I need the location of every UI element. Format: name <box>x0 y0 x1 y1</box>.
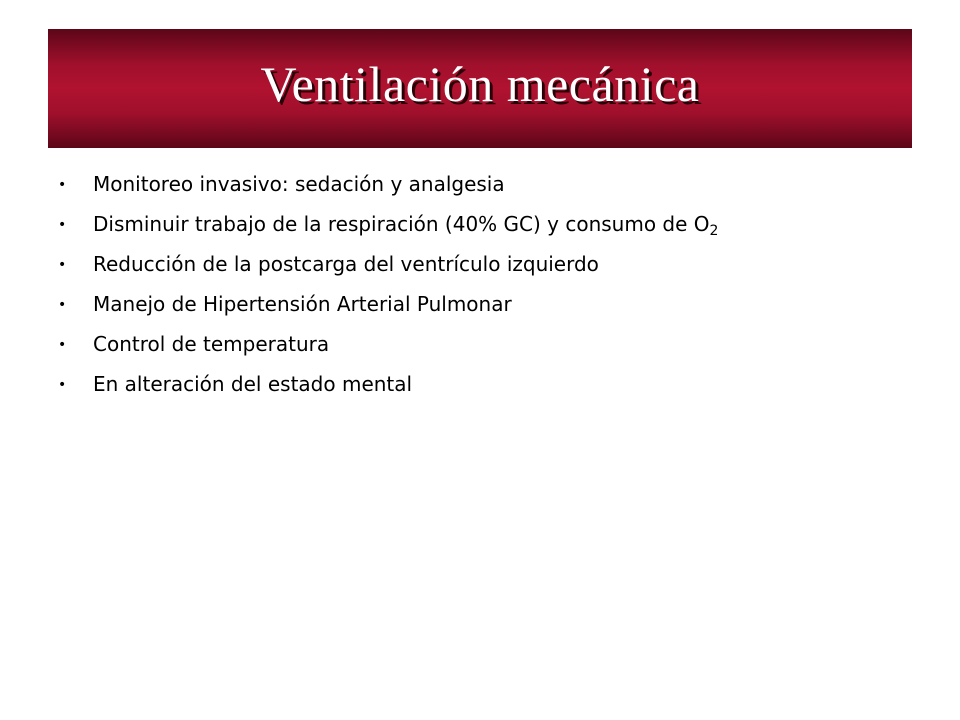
bullet-item <box>58 372 718 412</box>
subscript: 2 <box>709 223 719 239</box>
bullet-text: En alteración del estado mental <box>93 372 413 396</box>
bullet-item <box>58 252 718 292</box>
bullet-list <box>58 172 718 412</box>
bullet-icon: • <box>58 177 67 193</box>
bullet-item <box>58 332 718 372</box>
bullet-text-main: Disminuir trabajo de la respiración (40% GC) y consumo de O <box>93 212 710 236</box>
bullet-text: Reducción de la postcarga del ventrículo izquierdo <box>93 252 599 276</box>
bullet-item <box>58 172 718 212</box>
bullet-icon: • <box>58 337 67 353</box>
bullet-icon: • <box>58 297 67 313</box>
bullet-item <box>58 212 718 252</box>
bullet-text <box>93 212 718 239</box>
bullet-text: Monitoreo invasivo: sedación y analgesia <box>93 172 505 196</box>
bullet-icon: • <box>58 257 67 273</box>
bullet-text: Control de temperatura <box>93 332 330 356</box>
title-banner <box>48 29 912 148</box>
slide-title: Ventilación mecánica <box>260 55 700 112</box>
bullet-icon: • <box>58 377 67 393</box>
bullet-item <box>58 292 718 332</box>
bullet-icon: • <box>58 217 67 233</box>
bullet-text: Manejo de Hipertensión Arterial Pulmonar <box>93 292 512 316</box>
